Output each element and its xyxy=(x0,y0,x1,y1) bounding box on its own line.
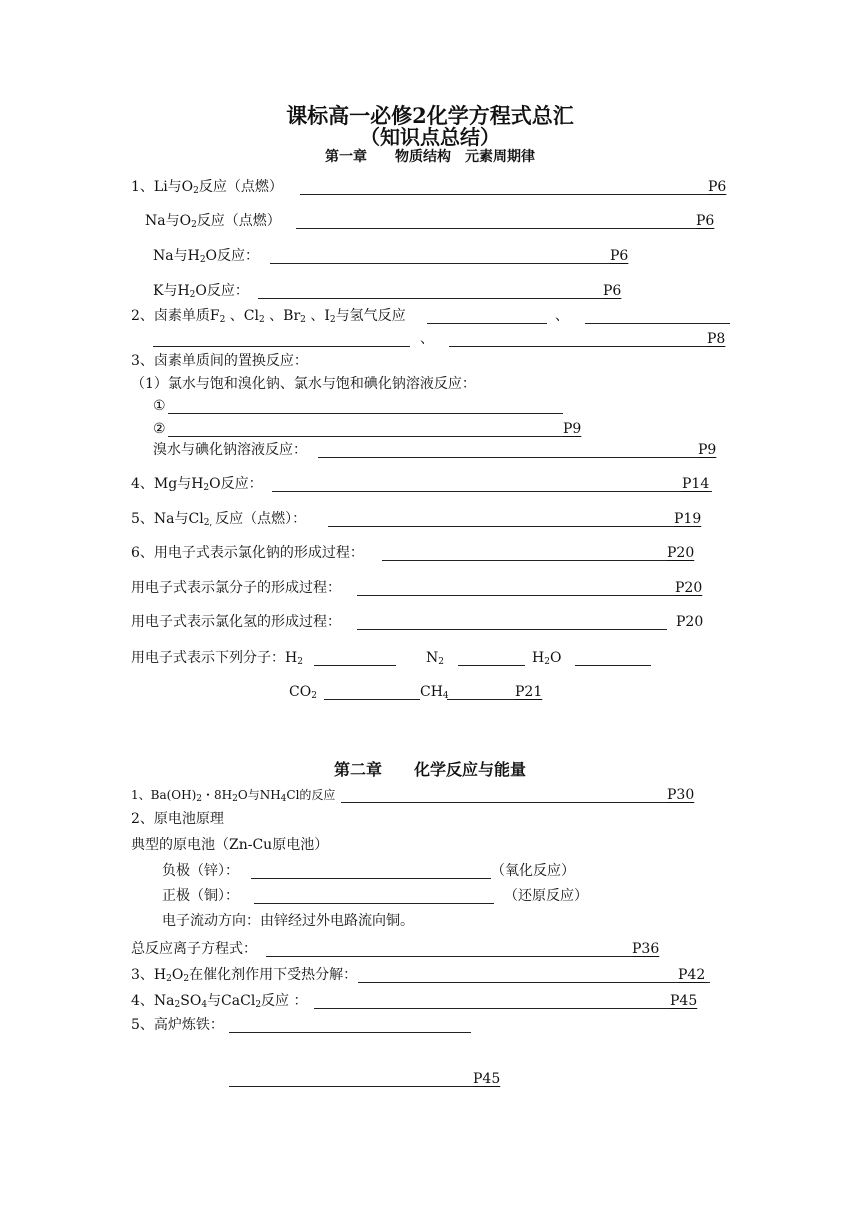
answer-blank[interactable] xyxy=(357,595,675,596)
ch2-item-blast-furnace: 5、高炉炼铁： xyxy=(131,1017,224,1033)
circle-two-marker: ② xyxy=(153,421,166,437)
ch2-item-galvanic: 2、原电池原理 xyxy=(131,811,224,827)
answer-blank[interactable] xyxy=(447,699,515,700)
separator: 、 xyxy=(420,331,434,347)
answer-blank[interactable] xyxy=(449,346,707,347)
answer-blank[interactable] xyxy=(168,436,563,437)
answer-blank[interactable] xyxy=(153,346,410,347)
chapter2-heading: 第二章 化学反应与能量 xyxy=(333,760,526,779)
answer-blank[interactable] xyxy=(328,526,674,527)
formula-n2: $N_2$ xyxy=(426,650,444,667)
page-ref: P20 xyxy=(667,545,695,561)
document-title: 课标高一必修2化学方程式总汇 xyxy=(286,103,574,128)
formula-ch4: $CH_4$ xyxy=(420,684,449,701)
answer-blank[interactable] xyxy=(314,1008,670,1009)
ch1-item-hcl-formation: 用电子式表示氯化氢的形成过程： xyxy=(131,614,341,630)
answer-blank[interactable] xyxy=(229,1086,473,1087)
answer-blank[interactable] xyxy=(358,982,710,983)
ch1-item-na-o2: Na与$O_2$反应（点燃） xyxy=(145,213,281,230)
answer-blank[interactable] xyxy=(258,298,603,299)
answer-blank[interactable] xyxy=(324,699,420,700)
answer-blank[interactable] xyxy=(168,413,563,414)
answer-blank[interactable] xyxy=(341,802,667,803)
answer-blank[interactable] xyxy=(382,560,667,561)
circle-one-marker: ① xyxy=(153,398,166,414)
ch1-item-mg-h2o: 4、Mg与$H_2O$反应： xyxy=(131,476,263,493)
page-ref: P36 xyxy=(632,941,660,957)
ch1-item-li-o2: 1、Li与$O_2$反应（点燃） xyxy=(131,179,283,196)
ch2-item-cathode: 正极（铜）： xyxy=(162,888,239,904)
document-subtitle: （知识点总结） xyxy=(360,125,500,149)
ch2-item-baoh2: 1、$Ba(OH)_2$・$8H_2O$与$NH_4Cl$的反应 xyxy=(131,788,336,804)
answer-blank[interactable] xyxy=(251,878,491,879)
ch2-item-na2so4-cacl2: 4、$Na_2SO_4$与CaCl$_2$反应 ： xyxy=(131,993,308,1010)
ch1-item-bromine-water: 溴水与碘化钠溶液反应： xyxy=(153,442,307,458)
answer-blank[interactable] xyxy=(266,956,632,957)
ch1-item-na-cl2: 5、Na与$Cl_{2,}$ 反应（点燃）： xyxy=(131,511,307,528)
answer-blank[interactable] xyxy=(254,903,494,904)
page-ref: P45 xyxy=(473,1071,501,1087)
ch2-item-zn-cu-cell: 典型的原电池（Zn-Cu原电池） xyxy=(131,837,329,853)
ch1-item-k-h2o: K与$H_2O$反应： xyxy=(153,283,249,300)
answer-blank[interactable] xyxy=(357,629,667,630)
page-ref: P9 xyxy=(698,442,717,458)
page-ref: P6 xyxy=(610,248,629,264)
page-ref: P8 xyxy=(707,331,726,347)
answer-blank[interactable] xyxy=(270,263,610,264)
page-ref: P6 xyxy=(603,283,622,299)
page-ref: P30 xyxy=(667,787,695,803)
page-ref: P20 xyxy=(676,614,704,630)
ch1-item-nacl-formation: 6、用电子式表示氯化钠的形成过程： xyxy=(131,545,364,561)
ch1-item-na-h2o: Na与$H_2O$反应： xyxy=(153,248,260,265)
answer-blank[interactable] xyxy=(427,323,547,324)
oxidation-note: （氧化反应） xyxy=(491,863,575,879)
answer-blank[interactable] xyxy=(272,491,712,492)
page-ref: P19 xyxy=(674,511,702,527)
ch2-item-total-reaction: 总反应离子方程式： xyxy=(131,941,257,957)
ch2-item-h2o2: 3、$H_2O_2$在催化剂作用下受热分解： xyxy=(131,967,358,984)
chapter1-heading: 第一章 物质结构 元素周期律 xyxy=(325,149,535,165)
page-ref: P14 xyxy=(682,476,710,492)
ch1-subitem-chlorine-water: （1）氯水与饱和溴化钠、氯水与饱和碘化钠溶液反应： xyxy=(131,376,476,392)
page-ref: P45 xyxy=(670,993,698,1009)
reduction-note: （还原反应） xyxy=(504,888,588,904)
answer-blank[interactable] xyxy=(318,457,698,458)
ch1-item-halogen-h2: 2、卤素单质$F_2$ 、$Cl_2$ 、$Br_2$ 、$I_2$与氢气反应 xyxy=(131,308,406,325)
answer-blank[interactable] xyxy=(575,665,651,666)
formula-h2o: $H_2O$ xyxy=(532,650,562,667)
page-ref: P9 xyxy=(563,421,582,437)
page-ref: P42 xyxy=(678,967,706,983)
ch2-item-anode: 负极（锌）： xyxy=(162,863,239,879)
page-ref: P6 xyxy=(708,179,727,195)
ch1-item-electron-formulas: 用电子式表示下列分子：$H_2$ xyxy=(131,650,303,667)
separator: 、 xyxy=(555,308,569,324)
page-ref: P20 xyxy=(675,580,703,596)
answer-blank[interactable] xyxy=(458,665,525,666)
answer-blank[interactable] xyxy=(300,194,708,195)
answer-blank[interactable] xyxy=(314,665,396,666)
ch1-item-displacement: 3、卤素单质间的置换反应： xyxy=(131,353,308,369)
answer-blank[interactable] xyxy=(296,228,696,229)
page-ref: P6 xyxy=(696,213,715,229)
answer-blank[interactable] xyxy=(585,323,730,324)
ch1-item-cl2-formation: 用电子式表示氯分子的形成过程： xyxy=(131,580,341,596)
page-ref: P21 xyxy=(515,684,543,700)
ch2-item-electron-flow: 电子流动方向：由锌经过外电路流向铜。 xyxy=(162,913,414,929)
formula-co2: $CO_2$ xyxy=(289,684,317,701)
answer-blank[interactable] xyxy=(229,1032,471,1033)
